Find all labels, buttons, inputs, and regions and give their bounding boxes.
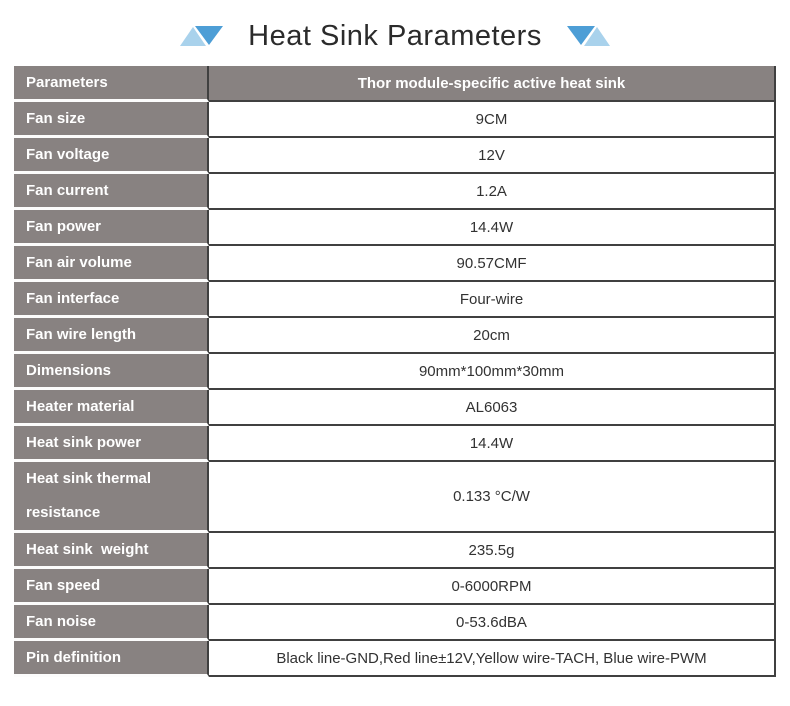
parameter-value: 14.4W [469,218,514,236]
table-body [14,102,776,677]
parameter-label-cell [14,390,209,426]
parameter-label-cell [14,246,209,282]
parameter-value-cell [209,641,776,677]
parameter-label: Dimensions [26,362,112,379]
parameter-label: Fan size [26,110,86,127]
parameter-label-cell [14,138,209,174]
parameter-value: Four-wire [459,290,524,308]
table-header-product-label: Thor module-specific active heat sink [357,74,626,92]
table-header-parameters-cell [14,66,209,102]
parameter-label-cell [14,174,209,210]
table-row [14,533,776,569]
parameter-value-cell [209,462,776,533]
parameter-label: Fan speed [26,577,101,594]
parameter-label-cell [14,282,209,318]
parameter-label: Fan air volume [26,254,132,271]
parameter-value-cell [209,426,776,462]
parameter-value: 0.133 °C/W [453,488,530,505]
table-row [14,318,776,354]
parameter-value: 235.5g [468,541,515,559]
parameter-label: Heat sink power [26,434,142,451]
parameter-value: 90mm*100mm*30mm [418,362,565,380]
table-header-product-cell [209,66,776,102]
parameter-value: Black line-GND,Red line±12V,Yellow wire-TACH, Blue wire-PWM [276,649,707,667]
parameter-label: Pin definition [26,649,121,666]
parameter-value: 14.4W [469,434,514,452]
parameter-value: 1.2A [476,182,507,200]
parameter-value: 0-6000RPM [451,577,532,595]
parameter-label-cell [14,318,209,354]
triangles-right-decoration-icon [566,24,612,48]
table-row [14,282,776,318]
parameter-label-cell [14,569,209,605]
table-row [14,174,776,210]
table-row [14,605,776,641]
parameter-label-cell [14,102,209,138]
parameter-value-cell [209,605,776,641]
parameter-label: Fan interface [26,290,120,307]
parameter-value-cell [209,138,776,174]
parameter-label-cell [14,641,209,677]
parameter-value-cell [209,246,776,282]
parameter-label-cell [14,426,209,462]
parameter-value-cell [209,174,776,210]
page-title: Heat Sink Parameters [248,19,542,52]
parameter-label: Fan noise [26,613,97,630]
table-row [14,462,776,533]
parameter-label-cell [14,533,209,569]
parameter-value-cell [209,569,776,605]
parameter-value-cell [209,318,776,354]
heat-sink-parameters-table [14,66,776,677]
table-row [14,138,776,174]
parameter-label: Fan wire length [26,326,137,343]
table-row [14,210,776,246]
table-row [14,354,776,390]
table-row [14,569,776,605]
parameter-label: Heat sink weight [26,541,149,558]
parameter-label: Fan voltage [26,146,110,163]
parameter-value-cell [209,210,776,246]
parameter-value: 0-53.6dBA [456,613,527,631]
parameter-label: Heat sink thermal resistance [26,470,156,521]
table-row [14,390,776,426]
page-title-row [0,0,790,58]
table-header-row [14,66,776,102]
table-row [14,102,776,138]
parameter-label: Fan power [26,218,102,235]
parameter-value-cell [209,354,776,390]
parameter-value: 9CM [475,110,508,128]
parameter-label-cell [14,462,209,533]
triangles-left-decoration-icon [178,24,224,48]
table-header-parameters-label: Parameters [26,74,108,91]
table-row [14,426,776,462]
parameter-value-cell [209,282,776,318]
parameter-value-cell [209,533,776,569]
parameter-label-cell [14,605,209,641]
parameter-value-cell [209,102,776,138]
parameter-value: 12V [478,146,505,164]
parameter-value: AL6063 [465,398,518,416]
table-row [14,246,776,282]
parameter-label-cell [14,354,209,390]
parameter-value: 20cm [473,326,510,344]
table-row [14,641,776,677]
parameter-value-cell [209,390,776,426]
parameter-label-cell [14,210,209,246]
parameter-label: Heater material [26,398,135,415]
parameter-value: 90.57CMF [456,254,527,272]
parameter-label: Fan current [26,182,109,199]
